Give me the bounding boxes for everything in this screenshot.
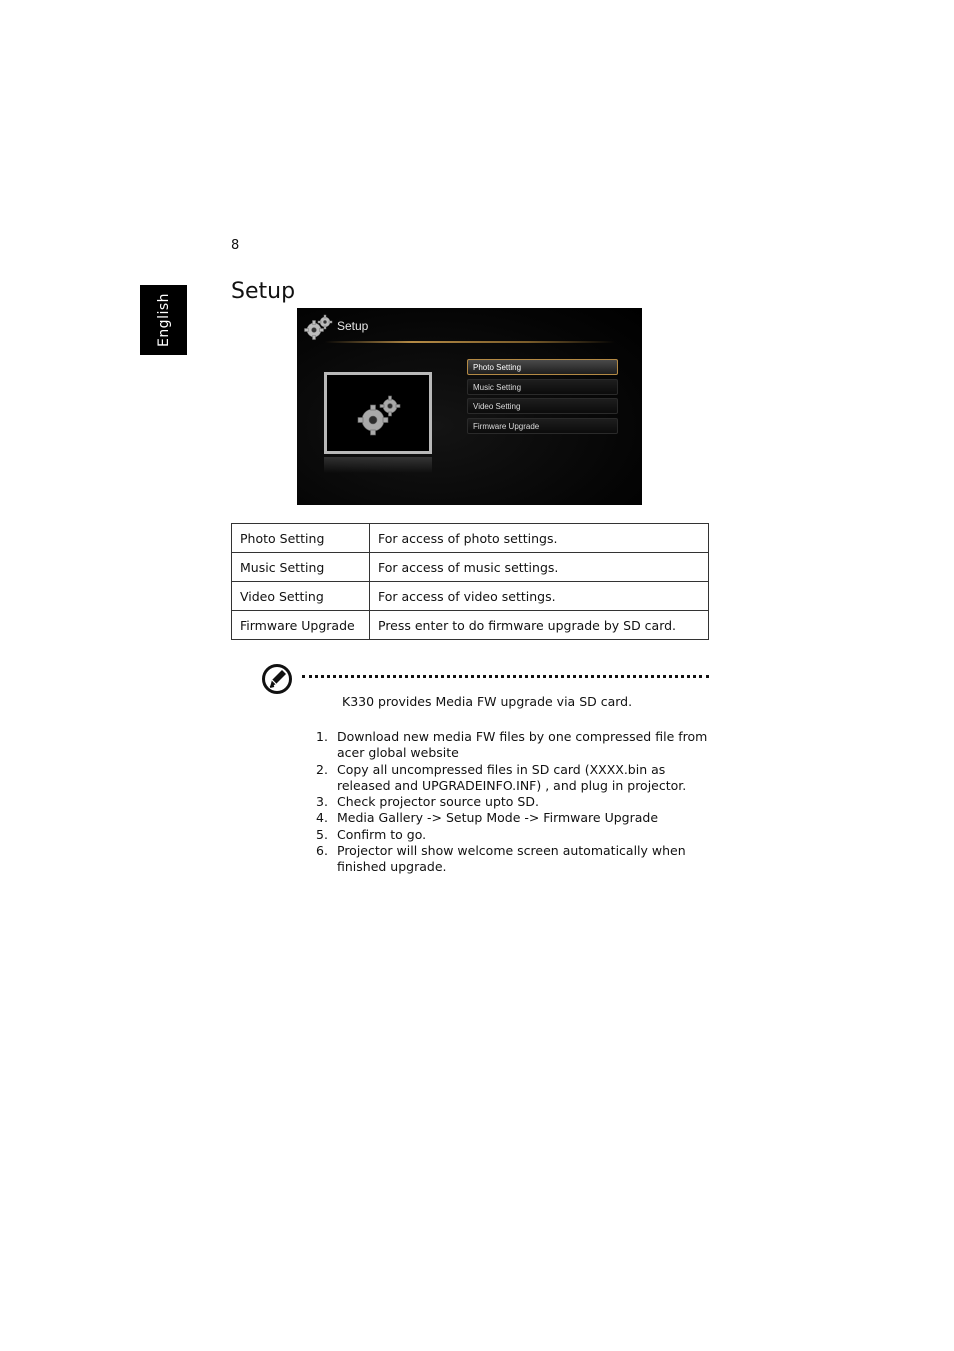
gears-icon bbox=[303, 313, 333, 341]
list-item bbox=[316, 794, 708, 810]
list-item-text: Copy all uncompressed files in SD card (XXXX.bin as released and UPGRADEINFO.INF) , and plug in projector. bbox=[337, 761, 687, 793]
list-item-text: Download new media FW files by one compressed file from acer global website bbox=[337, 729, 708, 761]
list-item-number: 2. bbox=[316, 761, 328, 777]
table-cell-item: Photo Setting bbox=[232, 524, 370, 553]
language-tab-label: English bbox=[155, 292, 172, 348]
list-item-number: 6. bbox=[316, 843, 328, 859]
gears-icon bbox=[355, 391, 403, 439]
table-cell-item: Video Setting bbox=[232, 582, 370, 611]
list-item bbox=[316, 810, 708, 826]
note-pen-icon bbox=[261, 663, 293, 695]
osd-menu-item-photo-setting[interactable]: Photo Setting bbox=[467, 359, 618, 375]
list-item-number: 1. bbox=[316, 729, 328, 744]
table-cell-description: For access of music settings. bbox=[370, 553, 709, 582]
upgrade-steps-list bbox=[316, 729, 708, 876]
table-cell-description: Press enter to do firmware upgrade by SD card. bbox=[370, 611, 709, 640]
osd-preview-reflection bbox=[324, 457, 432, 473]
osd-title: Setup bbox=[337, 319, 369, 333]
list-item-number: 4. bbox=[316, 810, 328, 826]
list-item bbox=[316, 843, 708, 876]
osd-menu-item-firmware-upgrade[interactable]: Firmware Upgrade bbox=[467, 418, 618, 434]
osd-preview-frame bbox=[324, 372, 432, 454]
table-row bbox=[232, 553, 709, 582]
table-row bbox=[232, 611, 709, 640]
list-item-number: 3. bbox=[316, 794, 328, 810]
table-cell-description: For access of photo settings. bbox=[370, 524, 709, 553]
list-item-text: Projector will show welcome screen automatically when finished upgrade. bbox=[337, 843, 686, 875]
list-item-text: Check projector source upto SD. bbox=[337, 794, 539, 810]
osd-menu bbox=[467, 359, 618, 437]
list-item bbox=[316, 827, 708, 843]
table-row bbox=[232, 582, 709, 611]
language-tab bbox=[140, 285, 187, 355]
list-item bbox=[316, 762, 708, 795]
osd-menu-item-video-setting[interactable]: Video Setting bbox=[467, 398, 618, 414]
osd-divider bbox=[325, 341, 615, 343]
settings-table bbox=[231, 523, 709, 640]
table-row bbox=[232, 524, 709, 553]
table-cell-item: Firmware Upgrade bbox=[232, 611, 370, 640]
list-item-number: 5. bbox=[316, 826, 328, 842]
osd-menu-item-music-setting[interactable]: Music Setting bbox=[467, 379, 618, 395]
list-item-text: Confirm to go. bbox=[337, 826, 427, 842]
section-title: Setup bbox=[231, 279, 296, 304]
table-cell-item: Music Setting bbox=[232, 553, 370, 582]
setup-screenshot bbox=[297, 308, 642, 505]
list-item-text: Media Gallery -> Setup Mode -> Firmware Upgrade bbox=[337, 810, 659, 826]
note-text: K330 provides Media FW upgrade via SD card. bbox=[342, 694, 633, 709]
table-cell-description: For access of video settings. bbox=[370, 582, 709, 611]
note-divider bbox=[302, 675, 709, 678]
list-item bbox=[316, 729, 708, 762]
page-number: 8 bbox=[231, 238, 240, 253]
